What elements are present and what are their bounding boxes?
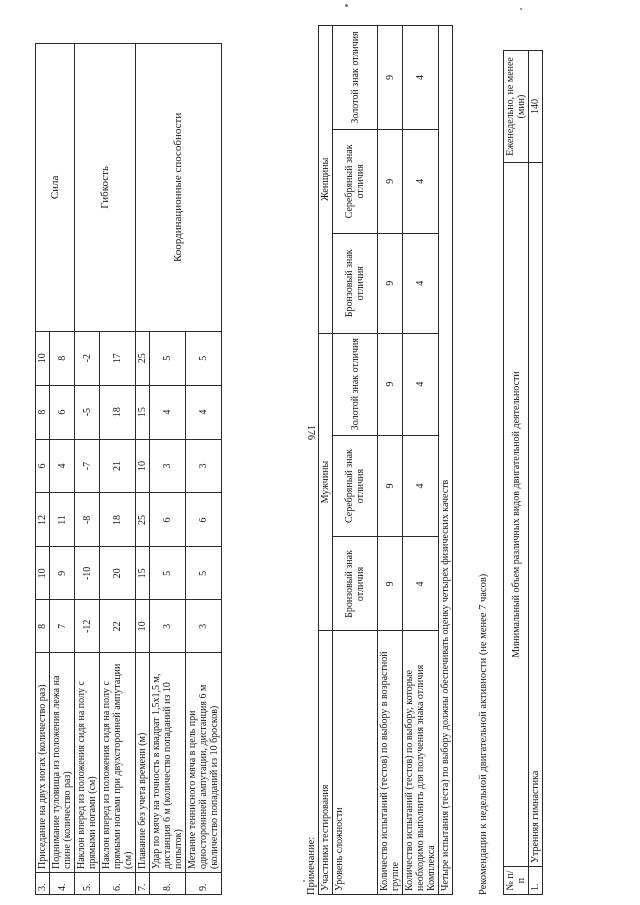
test-name: Плавание без учета времени (м) — [136, 653, 150, 873]
men-value: 5 — [150, 547, 186, 600]
row2-value: 4 — [403, 129, 439, 233]
women-value: 15 — [136, 385, 150, 439]
men-value: 8 — [36, 600, 50, 653]
row-number: 6. — [100, 873, 136, 895]
men-value: 3 — [186, 600, 222, 653]
men-header: Мужчины — [319, 333, 333, 631]
women-header: Женщины — [319, 26, 333, 334]
row1-value: 9 — [378, 333, 403, 435]
row1-value: 9 — [378, 26, 403, 130]
women-value: 18 — [100, 385, 136, 439]
level-label: Уровень сложности — [333, 631, 378, 895]
men-value: 10 — [36, 547, 50, 600]
men-value: 22 — [100, 600, 136, 653]
test-name: Наклон вперед из положения сидя на полу с прямыми ногами (см) — [75, 653, 100, 873]
scan-speck — [520, 8, 522, 10]
men-value: 3 — [150, 600, 186, 653]
norms-table — [35, 43, 222, 895]
test-name: Наклон вперед из положения сидя на полу с прямыми ногами при двухсторонней ампутации (см) — [100, 653, 136, 873]
level-name: Серебряный знак отличия — [333, 129, 378, 233]
row-number: 8. — [150, 873, 186, 895]
row2-value: 4 — [403, 537, 439, 631]
men-value: 10 — [136, 600, 150, 653]
rec-row-num: 1. — [529, 867, 543, 895]
women-value: 4 — [186, 385, 222, 439]
rec-row-value: 140 — [529, 51, 543, 163]
level-name: Бронзовый знак отличия — [333, 537, 378, 631]
rec-col-num: № п/п — [504, 867, 529, 895]
women-value: 5 — [186, 331, 222, 385]
men-value: 6 — [186, 493, 222, 547]
rec-col-name: Минимальный объем различных видов двигательной деятельности — [504, 162, 529, 866]
note-footer: Четыре испытания (теста) по выбору должны обеспечивать оценку четырех физических качеств — [439, 26, 453, 895]
men-value: -12 — [75, 600, 100, 653]
men-value: -10 — [75, 547, 100, 600]
women-value: -2 — [75, 331, 100, 385]
test-name: Поднимание туловища из положения лежа на спине (количество раз) — [50, 653, 75, 873]
recommendation-title: Рекомендации к недельной двигательной активности (не менее 7 часов) — [478, 573, 489, 895]
row-number: 4. — [50, 873, 75, 895]
test-name: Удар по мячу на точность в квадрат 1,5х1,5 м, дистанция 6 м (количество попаданий из 10 попыток) — [150, 653, 186, 873]
men-value: 12 — [36, 493, 50, 547]
level-name: Золотой знак отличия — [333, 333, 378, 435]
row2-value: 4 — [403, 26, 439, 130]
row-number: 9. — [186, 873, 222, 895]
men-value: 5 — [186, 547, 222, 600]
row2-value: 4 — [403, 333, 439, 435]
norms-row — [36, 44, 50, 895]
men-value: 20 — [100, 547, 136, 600]
row2-value: 4 — [403, 435, 439, 537]
women-value: 8 — [36, 385, 50, 439]
men-value: 7 — [50, 600, 75, 653]
test-name: Приседание на двух ногах (количество раз) — [36, 653, 50, 873]
women-value: 4 — [150, 385, 186, 439]
men-value: 11 — [50, 493, 75, 547]
rec-col-weekly: Еженедельно, не менее (мин) — [504, 51, 529, 163]
row2-value: 4 — [403, 233, 439, 333]
norms-row — [75, 44, 100, 895]
physical-quality: Гибкость — [75, 44, 136, 332]
rec-row-name: Утренняя гимнастика — [529, 162, 543, 866]
physical-quality: Координационные способности — [136, 44, 222, 332]
level-name: Серебряный знак отличия — [333, 435, 378, 537]
scan-speck — [303, 880, 305, 882]
note-table — [318, 25, 453, 895]
row1-value: 9 — [378, 537, 403, 631]
women-value: 6 — [36, 439, 50, 493]
norms-row — [136, 44, 150, 895]
women-value: 10 — [136, 439, 150, 493]
women-value: -5 — [75, 385, 100, 439]
women-value: -7 — [75, 439, 100, 493]
level-name: Золотой знак отличия — [333, 26, 378, 130]
row2-label: Количество испытаний (тестов) по выбору, которые необходимо выполнить для получения знака отличия Комплекса — [403, 631, 439, 895]
women-value: 3 — [150, 439, 186, 493]
participants-label: Участники тестирования — [319, 631, 333, 895]
row1-value: 9 — [378, 129, 403, 233]
men-value: 18 — [100, 493, 136, 547]
women-value: 10 — [36, 331, 50, 385]
women-value: 5 — [150, 331, 186, 385]
note-title: Примечание: — [306, 836, 317, 895]
men-value: 15 — [136, 547, 150, 600]
men-value: 9 — [50, 547, 75, 600]
women-value: 3 — [186, 439, 222, 493]
row1-label: Количество испытаний (тестов) по выбору в возрастной группе — [378, 631, 403, 895]
women-value: 6 — [50, 385, 75, 439]
page-number: 176 — [305, 425, 316, 440]
test-name: Метание теннисного мяча в цель при одностороннней ампутации, дистанция 6 м (количество попаданий из 10 бросков) — [186, 653, 222, 873]
scan-speck — [345, 4, 348, 7]
row-number: 7. — [136, 873, 150, 895]
men-value: 6 — [150, 493, 186, 547]
physical-quality: Сила — [36, 44, 75, 332]
row-number: 5. — [75, 873, 100, 895]
row1-value: 9 — [378, 233, 403, 333]
women-value: 8 — [50, 331, 75, 385]
level-name: Бронзовый знак отличия — [333, 233, 378, 333]
men-value: -8 — [75, 493, 100, 547]
men-value: 25 — [136, 493, 150, 547]
row-number: 3. — [36, 873, 50, 895]
recommendation-table — [503, 50, 543, 895]
row1-value: 9 — [378, 435, 403, 537]
women-value: 25 — [136, 331, 150, 385]
women-value: 17 — [100, 331, 136, 385]
women-value: 21 — [100, 439, 136, 493]
women-value: 4 — [50, 439, 75, 493]
